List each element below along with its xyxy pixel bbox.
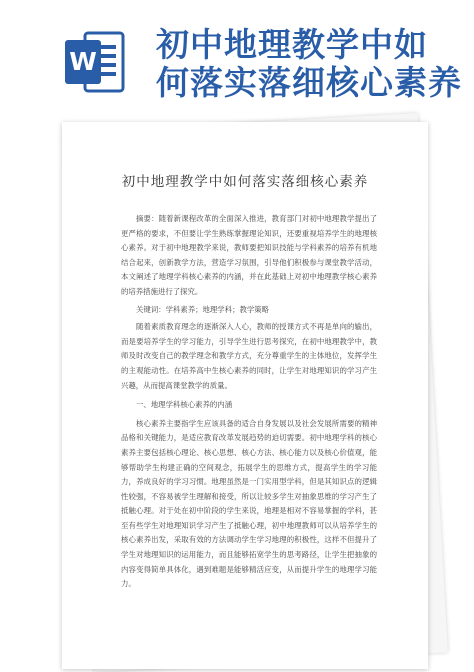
- svg-text:W: W: [69, 47, 97, 76]
- intro-paragraph: 随着素质教育理念的逐渐深入人心，教师的授课方式不再是单向的输出，而是要培养学生的学习能力，引导学生进行思考探究，在初中地理教学中，教师及时改变自己的教学理念和教学方式，充分尊重学生的主体地位，发挥学生的主观能动性。在培养高中生核心素养的同时，让学生对地理知识的学习产生兴趣，从而提高课堂教学的质量。: [121, 322, 377, 390]
- section-paragraph: 核心素养主要指学生应该具备的适合自身发展以及社会发展所需要的精神品格和关键能力，是适应教育改革发展趋势的迫切需要。初中地理学科的核心素养主要包括核心理论、核心思想、核心方法、核心能力以及核心价值观，能够帮助学生构建正确的空间观念，拓展学生的思维方式，提高学生的学习能力，养成良好的学习习惯。地理虽然是一门实用型学科，但是其知识点的逻辑性较强，不容易被学生理解和接受，所以让较多学生对抽象思维的学习产生了抵触心理。对于处在初中阶段的学生来说，地理是相对不容易掌握的学科，甚至有些学生对地理知识学习产生了抵触心理，初中地理教师可以从培养学生的核心素养出发，采取有效的方法调动学生学习地理的积极性，这样不但提升了学生对地理知识的运用能力，而且能够拓宽学生的思考路径，让学生把抽象的内容变得简单具体化，遇到难题是能够精活应变，从而提升学生的地理学习能力。: [121, 418, 377, 589]
- document-title: 初中地理教学中如何落实落细核心素养: [121, 174, 369, 190]
- banner-title-line-2: 何落实落细核心素养: [156, 63, 462, 102]
- header-banner: [0, 0, 474, 112]
- section-heading: 一、地理学科核心素养的内涵: [136, 400, 233, 410]
- document-page: [62, 122, 428, 669]
- abstract-paragraph: 摘要：随着新课程改革的全面深入推进，教育部门对初中地理教学提出了更严格的要求，不但要让学生熟练掌握理论知识，还要重视培养学生的地理核心素养。对于初中地理教学来说，教师要把知识技能与学科素养的培养有机地结合起来，创新教学方法，营造学习氛围，引导他们积极参与课堂教学活动，本文阐述了地理学科核心素养的内涵，并在此基础上对初中地理教学核心素养的培养措施进行了探究。: [121, 214, 377, 296]
- document-body: [121, 212, 377, 592]
- keywords-line: 关键词：学科素养；地理学科；教学策略: [136, 304, 270, 314]
- banner-title-line-1: 初中地理教学中如: [156, 25, 428, 64]
- banner-title: [156, 26, 466, 102]
- word-document-icon: [63, 31, 125, 93]
